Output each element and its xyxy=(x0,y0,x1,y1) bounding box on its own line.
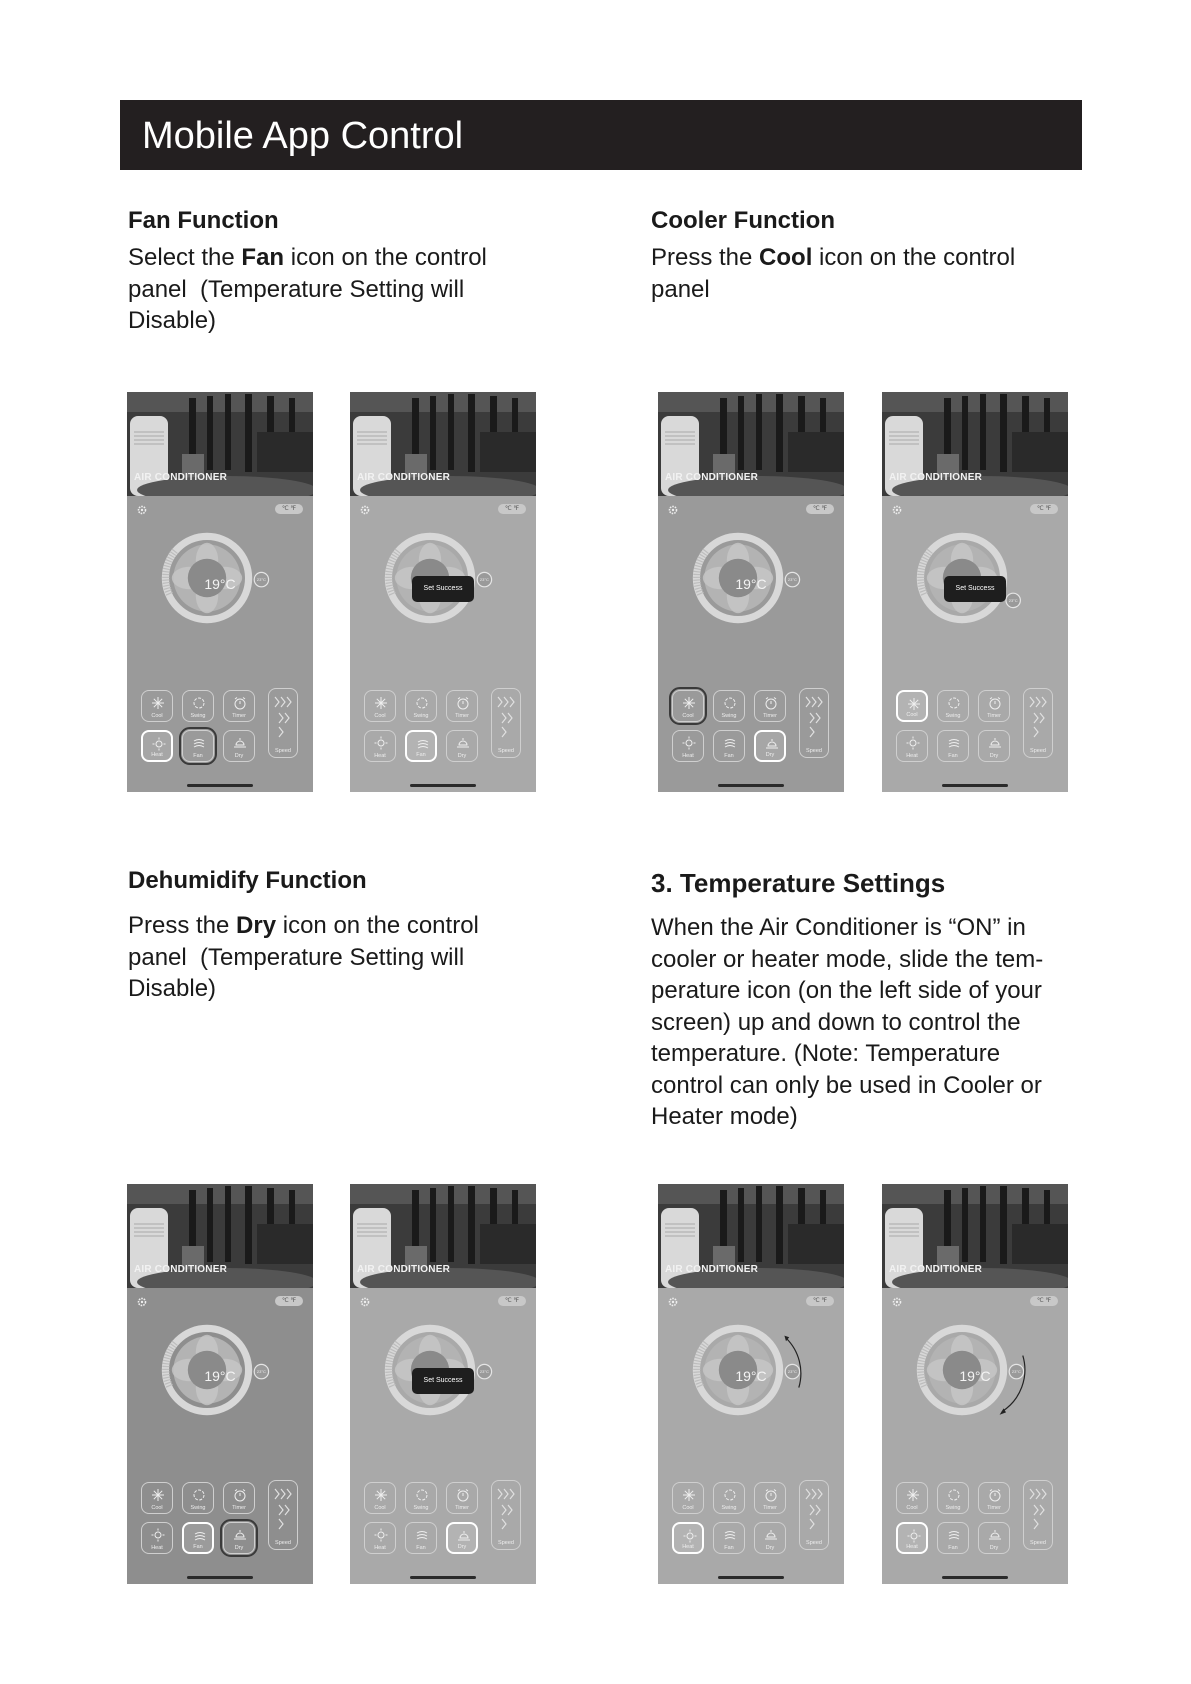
fan-function-title: Fan Function xyxy=(128,207,279,234)
dry-button[interactable] xyxy=(754,730,786,762)
swing-icon xyxy=(415,1488,429,1502)
swing-label: Swing xyxy=(945,1505,961,1511)
cool-button[interactable] xyxy=(364,1482,396,1514)
swing-icon xyxy=(192,1488,206,1502)
app-title: AIR CONDITIONER xyxy=(134,1264,227,1275)
timer-icon xyxy=(233,1488,247,1502)
gear-icon[interactable] xyxy=(136,504,148,516)
app-title: AIR CONDITIONER xyxy=(357,472,450,483)
speed-chevrons-icon xyxy=(269,1481,299,1531)
app-title: AIR CONDITIONER xyxy=(665,1264,758,1275)
swing-button[interactable] xyxy=(182,1482,214,1514)
speed-slider[interactable] xyxy=(1023,688,1053,758)
timer-label: Timer xyxy=(232,713,246,719)
dry-label: Dry xyxy=(765,1545,775,1551)
svg-text:23°C: 23°C xyxy=(256,1369,266,1375)
timer-button[interactable] xyxy=(754,690,786,722)
speed-slider[interactable] xyxy=(268,688,298,758)
fan-button[interactable] xyxy=(182,1522,214,1554)
timer-button[interactable] xyxy=(978,1482,1010,1514)
unit-toggle[interactable]: ℃ ℉ xyxy=(275,504,303,514)
app-title: AIR CONDITIONER xyxy=(889,1264,982,1275)
fan-icon xyxy=(947,736,961,750)
heat-button[interactable] xyxy=(672,1522,704,1554)
timer-icon xyxy=(988,696,1002,710)
heat-button[interactable] xyxy=(896,730,928,762)
current-temperature: 19°C xyxy=(204,576,236,592)
heat-label: Heat xyxy=(906,753,918,759)
timer-icon xyxy=(233,696,247,710)
timer-label: Timer xyxy=(763,1505,777,1511)
cool-label: Cool xyxy=(151,1505,163,1511)
current-temperature: 19°C xyxy=(735,576,767,592)
app-title: AIR CONDITIONER xyxy=(889,472,982,483)
fan-button[interactable] xyxy=(405,1522,437,1554)
cool-icon xyxy=(906,1488,920,1502)
heat-label: Heat xyxy=(906,1544,918,1550)
fan-label: Fan xyxy=(948,1545,958,1551)
app-screenshot-7 xyxy=(658,1184,844,1584)
cool-label: Cool xyxy=(151,713,163,719)
dry-button[interactable] xyxy=(754,1522,786,1554)
timer-icon xyxy=(988,1488,1002,1502)
home-indicator xyxy=(942,1576,1008,1579)
fan-label: Fan xyxy=(416,752,426,758)
speed-chevrons-icon xyxy=(492,1481,522,1531)
fan-function-section xyxy=(128,206,568,337)
gear-icon[interactable] xyxy=(667,504,679,516)
unit-toggle[interactable]: ℃ ℉ xyxy=(498,1296,526,1306)
speed-chevrons-icon xyxy=(1024,1481,1054,1531)
unit-toggle[interactable]: ℃ ℉ xyxy=(806,1296,834,1306)
gear-icon[interactable] xyxy=(891,1296,903,1308)
app-screenshot-3 xyxy=(658,392,844,792)
swing-button[interactable] xyxy=(937,690,969,722)
dry-icon xyxy=(988,1528,1002,1542)
swing-label: Swing xyxy=(413,1505,429,1511)
page-title: Mobile App Control xyxy=(142,115,464,157)
heat-button[interactable] xyxy=(672,730,704,762)
set-success-toast: Set Success xyxy=(944,576,1006,602)
home-indicator xyxy=(187,1576,253,1579)
app-screenshot-6 xyxy=(350,1184,536,1584)
fan-button[interactable] xyxy=(713,730,745,762)
cool-button[interactable] xyxy=(364,690,396,722)
swing-icon xyxy=(947,696,961,710)
dehumidify-function-title: Dehumidify Function xyxy=(128,867,367,894)
dry-label: Dry xyxy=(765,752,775,758)
dry-icon xyxy=(765,737,779,751)
app-screenshot-4 xyxy=(882,392,1068,792)
fan-label: Fan xyxy=(948,753,958,759)
fan-label: Fan xyxy=(193,753,203,759)
speed-label: Speed xyxy=(806,1540,822,1546)
speed-slider[interactable] xyxy=(491,688,521,758)
heat-label: Heat xyxy=(682,1544,694,1550)
timer-label: Timer xyxy=(232,1505,246,1511)
app-screenshot-8 xyxy=(882,1184,1068,1584)
speed-chevrons-icon xyxy=(800,689,830,739)
app-screenshot-5 xyxy=(127,1184,313,1584)
timer-button[interactable] xyxy=(754,1482,786,1514)
dry-button[interactable] xyxy=(446,730,478,762)
cool-button[interactable] xyxy=(896,1482,928,1514)
temperature-settings-text: When the Air Conditioner is “ON” in cooler or heater mode, slide the tem- perature icon (on the left side of your screen) up and down to control the temperature. (Note: Temperature control can only be used in Cooler or Heater mode) xyxy=(651,914,1044,1130)
speed-slider[interactable] xyxy=(491,1480,521,1550)
swing-icon xyxy=(415,696,429,710)
home-indicator xyxy=(718,784,784,787)
svg-text:23°C: 23°C xyxy=(787,577,797,583)
dry-icon xyxy=(233,1528,247,1542)
swing-icon xyxy=(723,696,737,710)
app-screenshot-1 xyxy=(127,392,313,792)
speed-label: Speed xyxy=(1030,1540,1046,1546)
speed-label: Speed xyxy=(806,748,822,754)
dry-label: Dry xyxy=(457,1544,467,1550)
speed-slider[interactable] xyxy=(799,1480,829,1550)
svg-text:23°C: 23°C xyxy=(479,577,489,583)
swing-button[interactable] xyxy=(713,1482,745,1514)
gear-icon[interactable] xyxy=(136,1296,148,1308)
swing-label: Swing xyxy=(190,1505,206,1511)
fan-icon xyxy=(416,737,430,751)
fan-icon xyxy=(947,1528,961,1542)
speed-label: Speed xyxy=(1030,748,1046,754)
home-indicator xyxy=(718,1576,784,1579)
dry-icon xyxy=(456,736,470,750)
speed-chevrons-icon xyxy=(492,689,522,739)
timer-label: Timer xyxy=(763,713,777,719)
dry-icon xyxy=(233,736,247,750)
swing-label: Swing xyxy=(190,713,206,719)
speed-slider[interactable] xyxy=(1023,1480,1053,1550)
dry-icon xyxy=(764,1528,778,1542)
cool-icon xyxy=(374,696,388,710)
timer-label: Timer xyxy=(987,713,1001,719)
fan-button[interactable] xyxy=(405,730,437,762)
heat-icon xyxy=(906,736,920,750)
heat-icon xyxy=(151,1528,165,1542)
cooler-function-section xyxy=(651,206,1091,305)
heat-icon xyxy=(374,1528,388,1542)
heat-button[interactable] xyxy=(364,1522,396,1554)
cool-button[interactable] xyxy=(141,1482,173,1514)
dry-label: Dry xyxy=(989,753,999,759)
gear-icon[interactable] xyxy=(359,1296,371,1308)
cool-label: Cool xyxy=(682,713,694,719)
fan-label: Fan xyxy=(724,1545,734,1551)
fan-label: Fan xyxy=(193,1544,203,1550)
svg-text:23°C: 23°C xyxy=(479,1369,489,1375)
timer-button[interactable] xyxy=(223,1482,255,1514)
svg-text:23°C: 23°C xyxy=(256,577,266,583)
current-temperature: 19°C xyxy=(735,1368,767,1384)
fan-label: Fan xyxy=(724,753,734,759)
heat-button[interactable] xyxy=(896,1522,928,1554)
home-indicator xyxy=(410,784,476,787)
svg-text:23°C: 23°C xyxy=(1011,1369,1021,1375)
swing-label: Swing xyxy=(721,713,737,719)
current-temperature: 19°C xyxy=(959,1368,991,1384)
dry-icon xyxy=(457,1529,471,1543)
cool-label: Cool xyxy=(906,712,918,718)
gear-icon[interactable] xyxy=(891,504,903,516)
swing-button[interactable] xyxy=(405,1482,437,1514)
cool-label: Cool xyxy=(906,1505,918,1511)
heat-button[interactable] xyxy=(141,730,173,762)
cool-button[interactable] xyxy=(896,690,928,722)
fan-icon xyxy=(415,1528,429,1542)
timer-label: Timer xyxy=(987,1505,1001,1511)
fan-label: Fan xyxy=(416,1545,426,1551)
cool-button[interactable] xyxy=(672,690,704,722)
timer-icon xyxy=(456,1488,470,1502)
cool-icon xyxy=(151,1488,165,1502)
home-indicator xyxy=(410,1576,476,1579)
speed-label: Speed xyxy=(498,748,514,754)
cool-label: Cool xyxy=(682,1505,694,1511)
heat-icon xyxy=(152,737,166,751)
speed-slider[interactable] xyxy=(268,1480,298,1550)
title-banner xyxy=(120,100,1082,170)
fan-icon xyxy=(192,736,206,750)
speed-chevrons-icon xyxy=(269,689,299,739)
cooler-function-title: Cooler Function xyxy=(651,207,835,234)
dry-icon xyxy=(988,736,1002,750)
heat-label: Heat xyxy=(151,1545,163,1551)
heat-icon xyxy=(907,1529,921,1543)
heat-icon xyxy=(374,736,388,750)
dehumidify-function-text: Press the Dry icon on the control panel (Temperature Setting will Disable) xyxy=(128,912,479,1002)
speed-label: Speed xyxy=(275,748,291,754)
cool-button[interactable] xyxy=(141,690,173,722)
timer-icon xyxy=(764,696,778,710)
app-title: AIR CONDITIONER xyxy=(357,1264,450,1275)
cool-icon xyxy=(374,1488,388,1502)
fan-button[interactable] xyxy=(937,1522,969,1554)
temperature-settings-title: 3. Temperature Settings xyxy=(651,868,946,898)
speed-label: Speed xyxy=(498,1540,514,1546)
dry-button[interactable] xyxy=(223,730,255,762)
home-indicator xyxy=(187,784,253,787)
dry-button[interactable] xyxy=(978,730,1010,762)
timer-icon xyxy=(764,1488,778,1502)
heat-icon xyxy=(682,736,696,750)
cool-label: Cool xyxy=(374,713,386,719)
timer-label: Timer xyxy=(455,713,469,719)
swing-label: Swing xyxy=(413,713,429,719)
swing-icon xyxy=(723,1488,737,1502)
swing-label: Swing xyxy=(721,1505,737,1511)
fan-icon xyxy=(193,1529,207,1543)
app-title: AIR CONDITIONER xyxy=(665,472,758,483)
home-indicator xyxy=(942,784,1008,787)
swing-icon xyxy=(192,696,206,710)
unit-toggle[interactable]: ℃ ℉ xyxy=(1030,504,1058,514)
heat-label: Heat xyxy=(682,753,694,759)
fan-button[interactable] xyxy=(713,1522,745,1554)
unit-toggle[interactable]: ℃ ℉ xyxy=(275,1296,303,1306)
fan-button[interactable] xyxy=(937,730,969,762)
cooler-function-text: Press the Cool icon on the control panel xyxy=(651,244,1016,303)
fan-button[interactable] xyxy=(182,730,214,762)
cool-icon xyxy=(682,696,696,710)
dry-label: Dry xyxy=(457,753,467,759)
heat-label: Heat xyxy=(151,752,163,758)
set-success-toast: Set Success xyxy=(412,576,474,602)
dry-label: Dry xyxy=(234,753,244,759)
timer-button[interactable] xyxy=(223,690,255,722)
timer-label: Timer xyxy=(455,1505,469,1511)
timer-icon xyxy=(456,696,470,710)
app-screenshot-2 xyxy=(350,392,536,792)
gear-icon[interactable] xyxy=(359,504,371,516)
cool-label: Cool xyxy=(374,1505,386,1511)
heat-label: Heat xyxy=(374,753,386,759)
timer-button[interactable] xyxy=(446,690,478,722)
unit-toggle[interactable]: ℃ ℉ xyxy=(806,504,834,514)
swing-button[interactable] xyxy=(182,690,214,722)
swing-button[interactable] xyxy=(405,690,437,722)
dry-button[interactable] xyxy=(446,1522,478,1554)
app-title: AIR CONDITIONER xyxy=(134,472,227,483)
heat-button[interactable] xyxy=(364,730,396,762)
heat-button[interactable] xyxy=(141,1522,173,1554)
speed-slider[interactable] xyxy=(799,688,829,758)
swing-button[interactable] xyxy=(937,1482,969,1514)
heat-icon xyxy=(683,1529,697,1543)
fan-icon xyxy=(723,736,737,750)
gear-icon[interactable] xyxy=(667,1296,679,1308)
cool-icon xyxy=(151,696,165,710)
svg-text:23°C: 23°C xyxy=(1008,598,1018,603)
dry-label: Dry xyxy=(989,1545,999,1551)
current-temperature: 19°C xyxy=(204,1368,236,1384)
unit-toggle[interactable]: ℃ ℉ xyxy=(1030,1296,1058,1306)
fan-icon xyxy=(723,1528,737,1542)
swing-label: Swing xyxy=(945,713,961,719)
dry-button[interactable] xyxy=(978,1522,1010,1554)
cool-icon xyxy=(682,1488,696,1502)
cool-icon xyxy=(907,697,921,711)
speed-chevrons-icon xyxy=(800,1481,830,1531)
cool-button[interactable] xyxy=(672,1482,704,1514)
timer-button[interactable] xyxy=(446,1482,478,1514)
dry-button[interactable] xyxy=(223,1522,255,1554)
unit-toggle[interactable]: ℃ ℉ xyxy=(498,504,526,514)
temperature-settings-section xyxy=(651,868,1091,1133)
set-success-toast: Set Success xyxy=(412,1368,474,1394)
heat-label: Heat xyxy=(374,1545,386,1551)
dehumidify-function-section xyxy=(128,866,568,1005)
swing-button[interactable] xyxy=(713,690,745,722)
speed-chevrons-icon xyxy=(1024,689,1054,739)
timer-button[interactable] xyxy=(978,690,1010,722)
swing-icon xyxy=(947,1488,961,1502)
dry-label: Dry xyxy=(234,1545,244,1551)
speed-label: Speed xyxy=(275,1540,291,1546)
svg-text:23°C: 23°C xyxy=(787,1369,797,1375)
fan-function-text: Select the Fan icon on the control panel (Temperature Setting will Disable) xyxy=(128,244,487,334)
